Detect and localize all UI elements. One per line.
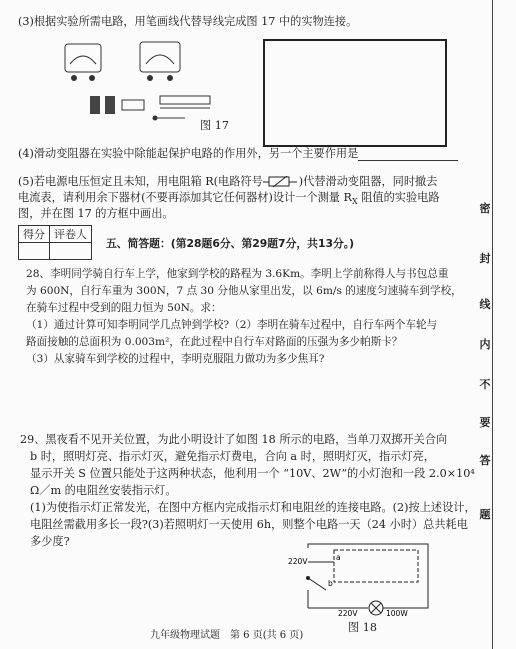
fig17-caption: 图 17 <box>200 119 229 132</box>
switch-icon <box>308 578 326 590</box>
q29-line3: 显示开关 S 位置只能处于这两种状态，他利用一个 “10V、2W”的小灯泡和一段 2.0×10⁴ <box>30 467 475 480</box>
q29-line7: 多少度? <box>30 535 70 548</box>
binding-line <box>492 0 493 649</box>
rheostat-icon <box>160 96 210 104</box>
lamp-power-label: 100W <box>386 609 408 616</box>
terminal-b-label: b <box>328 579 333 588</box>
fig18-caption: 图 18 <box>348 621 377 634</box>
fig18-circuit <box>286 540 446 616</box>
page-footer: 九年级物理试题 第 6 页(共 6 页) <box>150 630 304 641</box>
q5-line3: 图，并在图 17 的方框中画出。 <box>18 207 174 220</box>
voltmeter-icon <box>140 42 180 72</box>
q29-line6: 电阻丝需截用多长一段?(3)若照明灯一天使用 6h，则整个电路一天（24 小时）总共耗电 <box>30 518 468 531</box>
voltage-label: 220V <box>288 557 308 566</box>
supply-voltage-label: 220V <box>338 609 358 616</box>
answer-line <box>358 160 458 161</box>
q28-line4: （1）通过计算可知李明同学几点钟到学校?（2）李明在骑车过程中，自行车两个车轮与 <box>26 319 438 331</box>
q28-line2: 为 600N，自行车重为 300N，7 点 30 分他从家里出发，以 6m/s 的速度匀速骑车到学校， <box>26 285 462 297</box>
q5-line2-b: 阻值的实验电路 <box>357 191 440 204</box>
q29-line2: b 时，照明灯亮、指示灯灭，避免指示灯费电，合向 a 时，照明灯灭，指示灯亮， <box>30 450 435 463</box>
drawing-box <box>263 39 447 147</box>
grader-label: 评卷人 <box>50 226 92 243</box>
score-label: 得分 <box>19 226 50 243</box>
side-char-5: 不 <box>479 378 491 391</box>
grader-cell[interactable] <box>50 243 92 260</box>
q4-text: (4)滑动变阻器在实验中除能起保护电路的作用外，另一个主要作用是 <box>18 147 359 160</box>
side-char-2: 封 <box>479 252 491 265</box>
side-char-1: 密 <box>479 202 491 215</box>
q28-line6: （3）从家骑车到学校的过程中，李明克服阻力做功为多少焦耳? <box>26 353 325 365</box>
side-char-8: 题 <box>479 508 491 521</box>
q29-line1: 29、黑夜看不见开关位置，为此小明设计了如图 18 所示的电路，当单刀双掷开关合向 <box>20 433 448 446</box>
battery-icon <box>90 96 100 114</box>
q29-line5: (1)为使指示灯正常发光，在图中方框内完成指示灯和电阻丝的连接电路。(2)按上述设计， <box>30 501 476 514</box>
dashed-box <box>334 550 418 582</box>
score-table <box>18 225 92 260</box>
side-char-7: 答 <box>479 454 491 467</box>
q5-line1 <box>18 174 437 190</box>
side-char-4: 内 <box>479 338 491 351</box>
rheostat-box-symbol-icon <box>263 176 299 188</box>
terminal-a-label: a <box>336 553 341 562</box>
q28-line3: 在骑车过程中受到的阻力恒为 50N。求： <box>26 302 222 314</box>
q5-line1-a: (5)若电源电压恒定且未知，用电阻箱 R(电路符号 <box>18 175 263 188</box>
fig17-apparatus <box>60 38 230 130</box>
score-cell[interactable] <box>19 243 50 260</box>
q5-line2-sub: X <box>351 197 358 207</box>
q3-text: (3)根据实验所需电路，用笔画线代替导线完成图 17 中的实物连接。 <box>18 15 358 28</box>
resistor-icon <box>122 100 144 110</box>
side-char-6: 要 <box>479 416 491 429</box>
q5-line2-a: 电流表，请利用余下器材(不要再添加其它任何器材)设计一个测量 R <box>18 191 352 204</box>
q29-line4: Ω／m 的电阻丝安装指示灯。 <box>30 484 177 497</box>
ammeter-icon <box>65 44 101 72</box>
q28-line5: 路面接触的总面积为 0.003m²，在此过程中自行车对路面的压强为多少帕斯卡？ <box>26 336 403 348</box>
q28-line1: 28、李明同学骑自行车上学，他家到学校的路程为 3.6Km。李明上学前称得人与书包总重 <box>26 268 449 280</box>
section5-title: 五、简答题：(第28题6分、第29题7分，共13分。) <box>106 237 355 250</box>
q5-line1-b: )代替滑动变阻器，同时撤去 <box>298 175 438 188</box>
side-char-3: 线 <box>479 298 491 311</box>
binding-margin <box>470 0 516 649</box>
